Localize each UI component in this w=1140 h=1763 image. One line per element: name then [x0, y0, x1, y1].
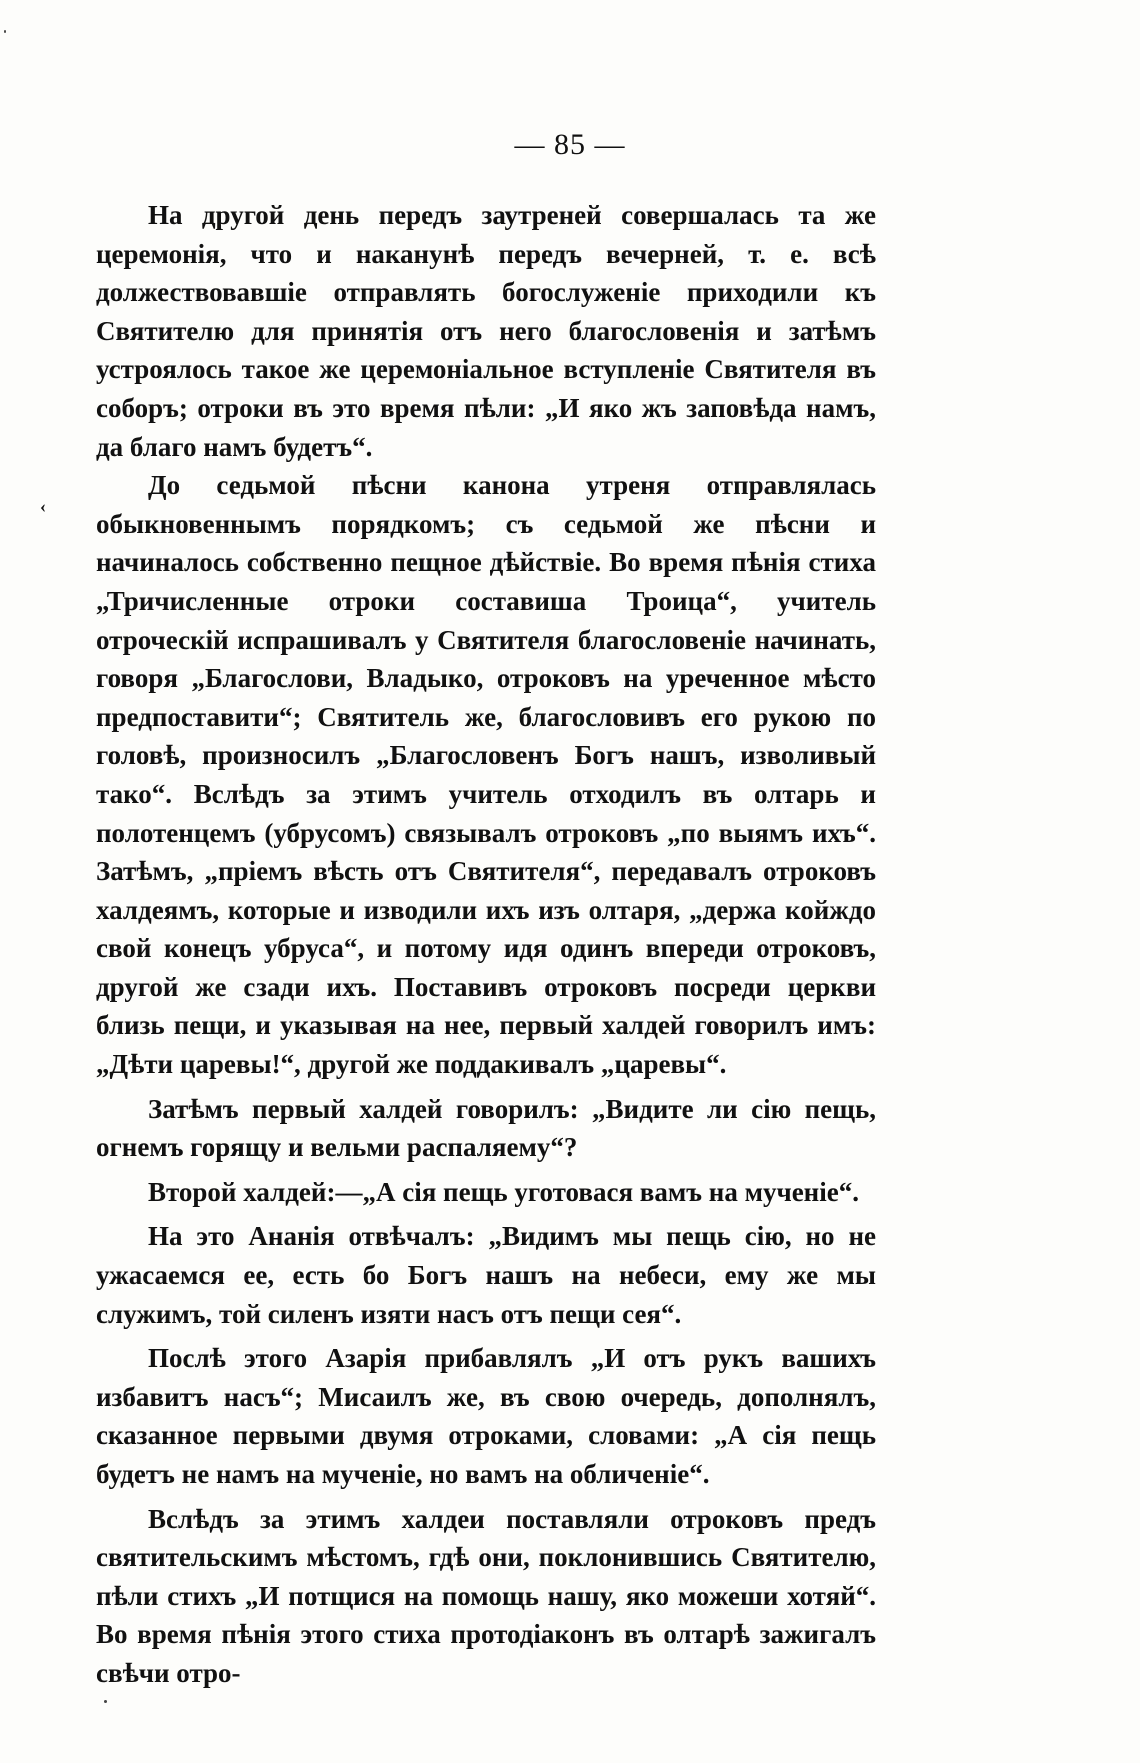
paragraph: До седьмой пѣсни канона утреня отправлялась обыкновеннымъ порядкомъ; съ седьмой же пѣсни и начиналось собственно пещное дѣйствіе. Во время пѣнія стиха „Тричисленные отроки составиша Троица“, учитель отроческій испрашивалъ у Святителя благословеніе начинать, говоря „Благослови, Владыко, отроковъ на уреченное мѣсто предпоставити“; Святитель же, благословивъ его рукою по головѣ, произносилъ „Благословенъ Богъ нашъ, изволивый тако“. Вслѣдъ за этимъ учитель отходилъ въ олтарь и полотенцемъ (убрусомъ) связывалъ отроковъ „по выямъ ихъ“. Затѣмъ, „пріемъ вѣсть отъ Святителя“, передавалъ отроковъ халдеямъ, которые и изводили ихъ изъ олтаря, „держа койждо свой конецъ убруса“, и потому идя одинъ впереди отроковъ, другой же сзади ихъ. Поставивъ отроковъ посреди церкви близь пещи, и указывая на нее, первый халдей говорилъ имъ: „Дѣти царевы!“, другой же поддакивалъ „царевы“. [96, 470, 876, 1080]
body-text [96, 196, 876, 1693]
paragraph: Затѣмъ первый халдей говорилъ: „Видите ли сію пещь, огнемъ горящу и вельми распаляему“? [96, 1093, 876, 1163]
paragraph: Послѣ этого Азарія прибавлялъ „И отъ рукъ вашихъ избавитъ насъ“; Мисаилъ же, въ свою очередь, дополнялъ, сказанное первыми двумя отроками, словами: „А сія пещь будетъ не намъ на мученіе, но вамъ на обличеніе“. [96, 1343, 876, 1489]
paragraph: Вслѣдъ за этимъ халдеи поставляли отроковъ предъ святительскимъ мѣстомъ, гдѣ они, поклонившись Святителю, пѣли стихъ „И потщися на помощь нашу, яко можеши хотяй“. Во время пѣнія этого стиха протодіаконъ въ олтарѣ зажигалъ свѣчи отро- [96, 1503, 876, 1688]
paragraph: Второй халдей:—„А сія пещь уготовася вамъ на мученіе“. [148, 1176, 859, 1207]
margin-mark: ‹ [40, 496, 46, 516]
paragraph: На это Ананія отвѣчалъ: „Видимъ мы пещь сію, но не ужасаемся ее, есть бо Богъ нашъ на небеси, ему же мы служимъ, той силенъ изяти насъ отъ пещи сея“. [96, 1221, 876, 1329]
page-number: — 85 — [514, 128, 626, 161]
paragraph: На другой день передъ заутреней совершалась та же церемонія, что и наканунѣ передъ вечерней, т. е. всѣ должествовавшіе отправлять богослуженіе приходили къ Святителю для принятія отъ него благословенія и затѣмъ устроялось такое же церемоніальное вступленіе Святителя въ соборъ; отроки въ это время пѣли: „И яко жъ заповѣда намъ, да благо намъ будетъ“. [96, 200, 876, 462]
scan-speck [4, 30, 6, 33]
scan-speck [104, 1700, 107, 1703]
